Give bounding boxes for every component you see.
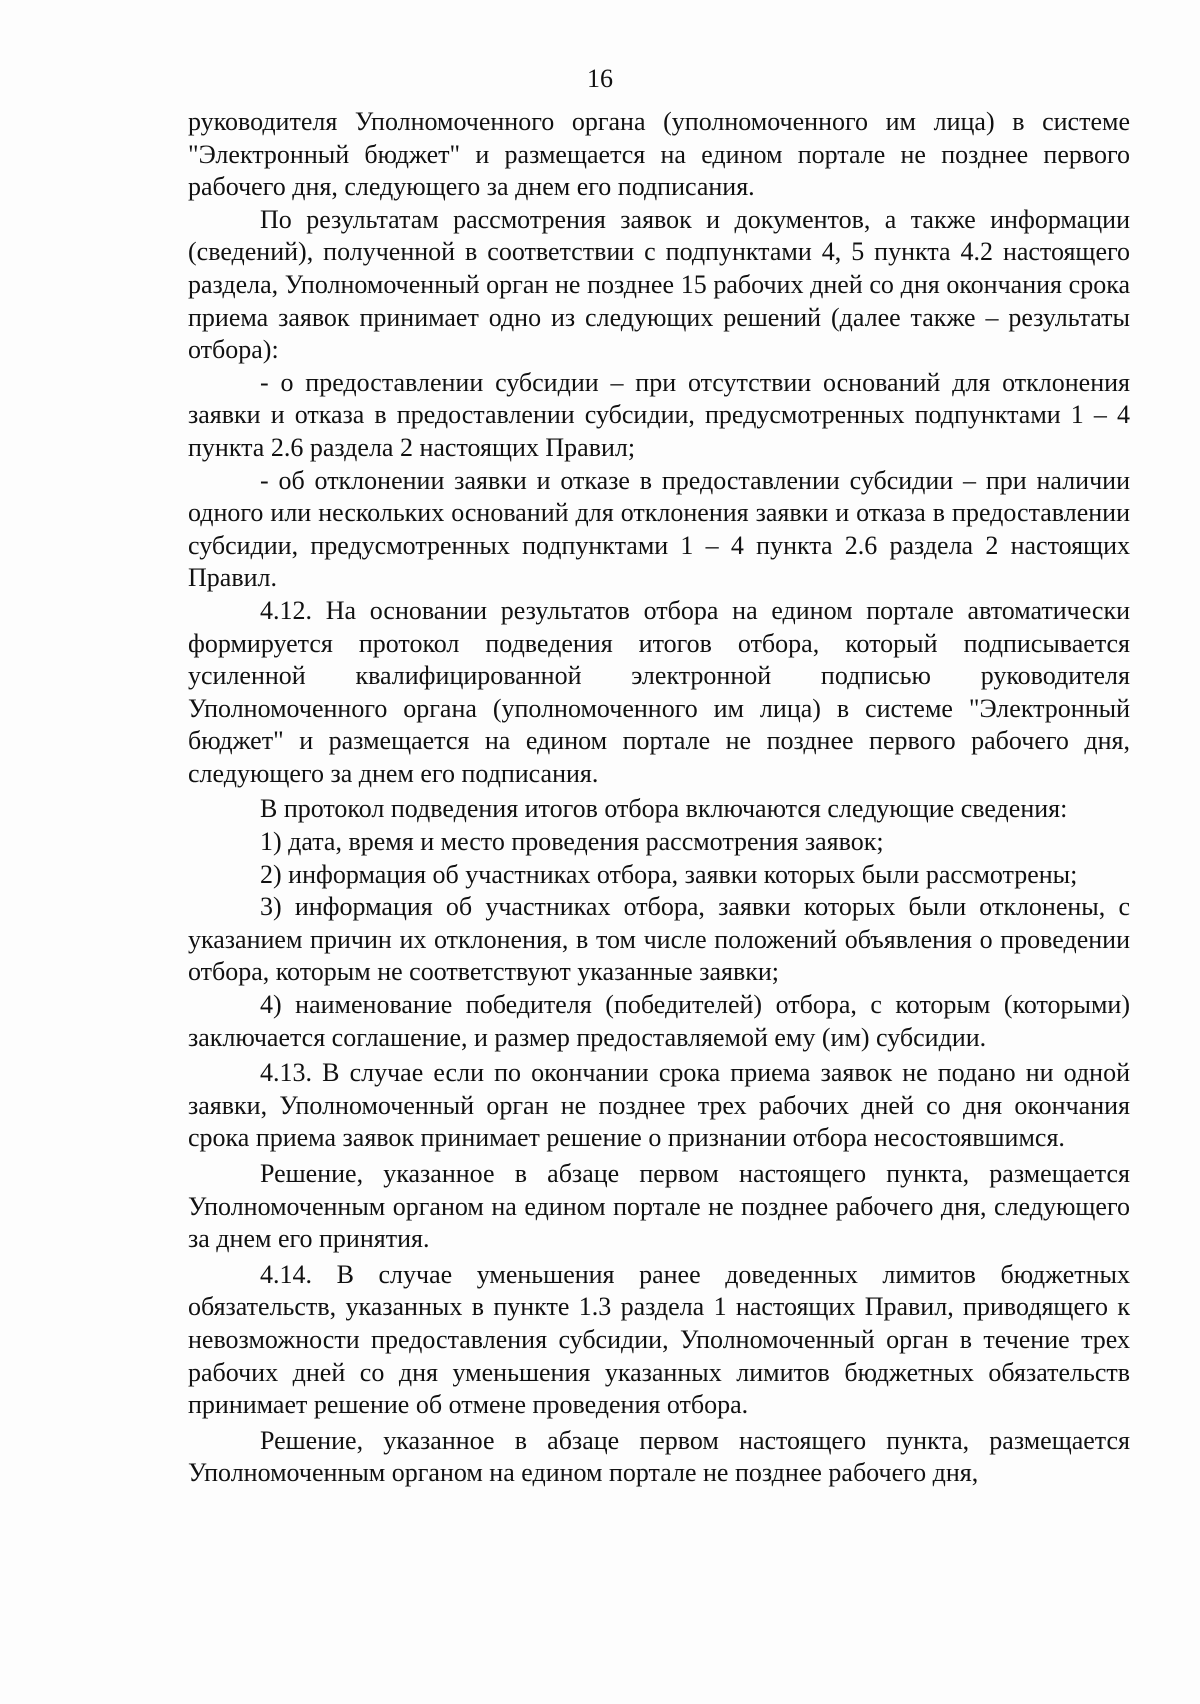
paragraph-section-4-14: 4.14. В случае уменьшения ранее доведенных лимитов бюджетных обязательств, указанных в пункте 1.3 раздела 1 настоящих Правил, приводящего к невозможности предоставления субсидии, Уполномоченный орган в течение трех рабочих дней со дня уменьшения указанных лимитов бюджетных обязательств принимает решение об отмене проведения отбора. bbox=[188, 1259, 1130, 1420]
paragraph-protocol-contents: В протокол подведения итогов отбора включаются следующие сведения: bbox=[260, 794, 1068, 824]
list-item-grant-decision: - о предоставлении субсидии – при отсутствии оснований для отклонения заявки и отказа в предоставлении субсидии, предусмотренных подпунктами 1 – 4 пункта 2.6 раздела 2 настоящих Правил; bbox=[188, 367, 1130, 462]
paragraph-section-4-12: 4.12. На основании результатов отбора на едином портале автоматически формируется протокол подведения итогов отбора, который подписывается усиленной квалифицированной электронной подписью руководителя Уполномоченного органа (уполномоченного им лица) в системе "Электронный бюджет" и размещается на едином портале не позднее первого рабочего дня, следующего за днем его подписания. bbox=[188, 595, 1130, 788]
paragraph-review-results: По результатам рассмотрения заявок и документов, а также информации (сведений), полученной в соответствии с подпунктами 4, 5 пункта 4.2 настоящего раздела, Уполномоченный орган не позднее 15 рабочих дней со дня окончания срока приема заявок принимает одно из следующих решений (далее также – результаты отбора): bbox=[188, 204, 1130, 365]
list-item-protocol-1: 1) дата, время и место проведения рассмотрения заявок; bbox=[260, 827, 884, 857]
document-body bbox=[188, 106, 1130, 1490]
list-item-protocol-3: 3) информация об участниках отбора, заявки которых были отклонены, с указанием причин их отклонения, в том числе положений объявления о проведении отбора, которым не соответствуют указанные заявки; bbox=[188, 892, 1130, 987]
paragraph-cancellation-publication: Решение, указанное в абзаце первом настоящего пункта, размещается Уполномоченным органом на едином портале не позднее рабочего дня, bbox=[188, 1425, 1130, 1488]
list-item-protocol-2: 2) информация об участниках отбора, заявки которых были рассмотрены; bbox=[260, 859, 1078, 889]
paragraph-section-4-13: 4.13. В случае если по окончании срока приема заявок не подано ни одной заявки, Уполномоченный орган не позднее трех рабочих дней со дня окончания срока приема заявок принимает решение о признании отбора несостоявшимся. bbox=[188, 1058, 1130, 1153]
paragraph-continuation: руководителя Уполномоченного органа (уполномоченного им лица) в системе "Электронный бюджет" и размещается на едином портале не позднее первого рабочего дня, следующего за днем его подписания. bbox=[188, 107, 1130, 202]
list-item-rejection-decision: - об отклонении заявки и отказе в предоставлении субсидии – при наличии одного или нескольких оснований для отклонения заявки и отказа в предоставлении субсидии, предусмотренных подпунктами 1 – 4 пункта 2.6 раздела 2 настоящих Правил. bbox=[188, 465, 1130, 593]
page-number: 16 bbox=[587, 64, 613, 93]
paragraph-decision-publication: Решение, указанное в абзаце первом настоящего пункта, размещается Уполномоченным органом на едином портале не позднее рабочего дня, следующего за днем его принятия. bbox=[188, 1159, 1130, 1254]
list-item-protocol-4: 4) наименование победителя (победителей) отбора, с которым (которыми) заключается соглашение, и размер предоставляемой ему (им) субсидии. bbox=[188, 990, 1130, 1052]
